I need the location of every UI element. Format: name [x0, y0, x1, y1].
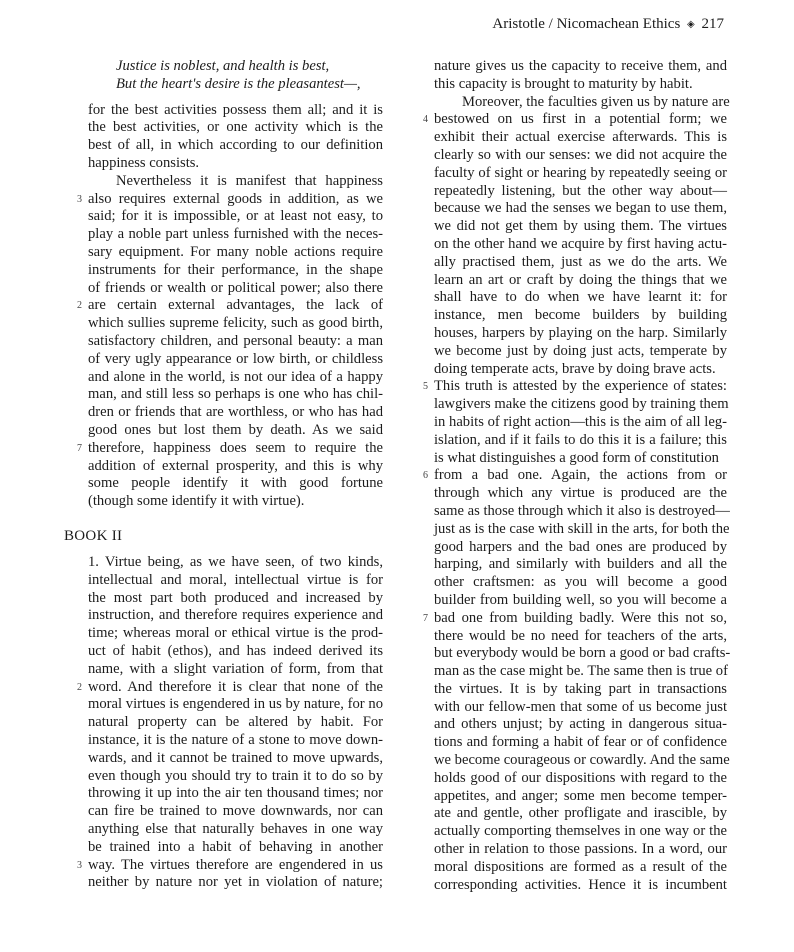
section-marker: 2: [77, 681, 82, 693]
text-line: [434, 716, 727, 734]
line-text: intellectual and moral, intellectual virtue is for: [88, 571, 383, 588]
line-text: neither by nature nor yet in violation of nature;: [88, 874, 383, 891]
line-text: (though some identify it with virtue).: [88, 493, 305, 510]
line-text: is what distinguishes a good form of constitution: [434, 449, 719, 466]
line-text: good harpers and the bad ones are produced by: [434, 538, 727, 555]
text-line: [434, 805, 727, 823]
text-line: [434, 236, 727, 254]
line-text: of very ugly appearance or low birth, or childless: [88, 350, 383, 367]
text-line: [434, 165, 727, 183]
line-text: dren or friends that are worthless, or who has had: [88, 404, 383, 421]
line-text: with our fellow-men that some of us become just: [434, 698, 727, 715]
line-text: harping, and similarly with builders and all the: [434, 556, 727, 573]
text-line: [88, 244, 383, 262]
line-text: the virtues. It is by taking part in transactions: [434, 680, 727, 697]
text-line: [88, 351, 383, 369]
text-line: [88, 768, 383, 786]
section-marker: 3: [77, 193, 82, 205]
text-line: [88, 119, 383, 137]
line-text: from a bad one. Again, the actions from or: [434, 467, 727, 484]
line-text: doing temperate acts, brave by doing brave acts.: [434, 360, 716, 377]
line-text: we become just by doing just acts, temperate by: [434, 342, 727, 359]
line-text: actually comporting themselves in one way or the: [434, 823, 727, 840]
line-text: can fire be trained to move downwards, nor can: [88, 803, 383, 820]
text-line: [434, 520, 730, 539]
line-text: islation, and if it fails to do this it is a failure; this: [434, 431, 727, 448]
text-line: [434, 289, 727, 307]
line-text: and alone in the world, is not our idea of a happy: [88, 368, 383, 385]
line-text: on the other hand we acquire by first having actu-: [434, 235, 727, 252]
text-line: [434, 645, 731, 663]
line-text: because we had the senses we began to use them,: [434, 200, 727, 217]
text-line: [88, 315, 383, 333]
text-line: [88, 874, 383, 892]
text-line: [434, 877, 727, 895]
text-line: [434, 129, 727, 147]
text-line: [434, 628, 727, 646]
text-line: [88, 732, 383, 750]
text-line: [434, 325, 727, 343]
text-line: [423, 467, 727, 485]
line-text: addition of external prosperity, and this is why: [88, 457, 383, 474]
line-text: best of all, in which according to our definition: [88, 137, 383, 154]
section-marker: 3: [77, 859, 82, 871]
line-text: name, with a slight variation of form, from that: [88, 660, 383, 677]
line-text: moral dispositions are formed as a result of the: [434, 858, 727, 875]
text-line: [434, 218, 727, 236]
line-text: man as the case might be. The same then is true of: [434, 663, 728, 680]
line-text: there would be no need for teachers of the arts,: [434, 627, 727, 644]
line-text: This truth is attested by the experience of states:: [434, 378, 727, 395]
section-marker: 7: [77, 442, 82, 454]
line-text: sary equipment. For many noble actions require: [88, 243, 383, 260]
text-line: [77, 190, 383, 209]
line-text: even though you should try to train it to do so by: [88, 767, 383, 784]
line-text: in habits of right action—this is the aim of all leg-: [434, 413, 727, 430]
text-line: [88, 208, 383, 226]
text-line: [434, 485, 727, 503]
header-work-title: Nicomachean Ethics: [556, 16, 681, 32]
line-text: corresponding activities. Hence it is incumbent: [434, 876, 727, 893]
line-text: houses, harpers by playing on the harp. Similarly: [434, 324, 727, 341]
line-text: ally practised them, just as we do the arts. We: [434, 253, 727, 270]
text-line: [434, 859, 727, 877]
line-text: bad one from building badly. Were this not so,: [434, 609, 727, 626]
section-marker: 2: [77, 300, 82, 312]
text-line: [434, 502, 730, 521]
text-line: [423, 378, 727, 396]
line-text: bestowed on us first in a potential form; we: [434, 111, 727, 128]
line-text: the most part both produced and increased by: [88, 589, 383, 606]
text-line: [434, 414, 727, 432]
line-text: same as those through which it also is destroyed—: [434, 502, 730, 519]
text-line: [434, 183, 727, 201]
line-text: this capacity is brought to maturity by habit.: [434, 75, 693, 92]
verse-line: Justice is noblest, and health is best,: [116, 58, 330, 74]
text-line: [88, 590, 383, 608]
text-line: [88, 643, 383, 661]
line-text: which sullies supreme felicity, such as good birth,: [88, 315, 383, 332]
text-line: [88, 262, 383, 280]
running-header: [492, 16, 724, 33]
text-line: [88, 493, 383, 511]
text-line: [434, 770, 727, 788]
line-text: lawgivers make the citizens good by training them: [434, 396, 729, 413]
text-line: [434, 396, 727, 414]
line-text: ate and gentle, other profligate and irascible, by: [434, 805, 727, 822]
line-text: through which any virtue is produced are the: [434, 485, 727, 502]
line-text: instruments for their performance, in the shape: [88, 261, 383, 278]
line-text: said; for it is impossible, or at least not easy, to: [88, 208, 383, 225]
text-line: [434, 823, 727, 841]
line-text: therefore, happiness does seem to require the: [88, 439, 383, 456]
line-text: tions and forming a habit of fear or of confidence: [434, 734, 727, 751]
text-line: [423, 609, 727, 628]
line-text: natural property can be altered by habit. For: [88, 714, 383, 731]
text-line: [423, 111, 727, 129]
text-line: [88, 386, 383, 404]
text-line: [88, 696, 383, 714]
line-text: instruction, and therefore requires experience and: [88, 607, 383, 624]
verse-line: But the heart's desire is the pleasantest—,: [116, 75, 361, 92]
text-line: [434, 343, 727, 361]
line-text: instance, it is the nature of a stone to move down-: [88, 731, 383, 748]
line-text: anything else that naturally behaves in one way: [88, 820, 383, 837]
text-line: [434, 699, 727, 717]
line-text: good ones but lost them by death. As we said: [88, 421, 383, 438]
text-line: [88, 625, 383, 643]
text-line: [434, 361, 727, 379]
right-column: [423, 58, 731, 894]
text-line: [434, 663, 727, 681]
section-marker: 7: [423, 612, 428, 624]
line-text: builder from building well, so you will become a: [434, 591, 727, 608]
text-line: [434, 272, 727, 290]
page-number: 217: [701, 16, 724, 32]
text-line: [434, 254, 727, 272]
text-line: [434, 147, 727, 165]
text-line: [434, 58, 727, 76]
text-line: [88, 714, 383, 732]
text-line: [434, 752, 730, 770]
line-text: nature gives us the capacity to receive them, and: [434, 58, 727, 74]
text-line: [88, 173, 383, 191]
text-line: [434, 574, 727, 592]
line-text: exhibit their actual exercise afterwards. This is: [434, 129, 727, 146]
text-line: [88, 137, 383, 155]
text-line: [434, 556, 727, 574]
text-line: [434, 788, 727, 806]
line-text: be trained into a habit of behaving in another: [88, 838, 383, 855]
text-line: [434, 307, 727, 325]
text-line: [88, 369, 383, 387]
text-line: [434, 450, 727, 468]
text-line: [88, 803, 383, 821]
line-text: other craftsmen: as you will become a good: [434, 574, 727, 591]
text-line: [77, 297, 383, 315]
header-author: Aristotle: [492, 16, 545, 32]
text-line: [88, 280, 383, 298]
line-text: instance, men become builders by building: [434, 307, 727, 324]
line-text: word. And therefore it is clear that none of the: [88, 678, 383, 695]
line-text: uct of habit (ethos), and has indeed derived its: [88, 642, 383, 659]
ornament-icon: ◈: [687, 19, 695, 30]
line-text: play a noble part unless furnished with the neces-: [88, 226, 383, 243]
section-marker: 6: [423, 470, 428, 482]
text-line: [434, 432, 727, 450]
text-line: [88, 155, 383, 173]
line-text: for the best activities possess them all; and it is: [88, 101, 383, 118]
line-text: Nevertheless it is manifest that happiness: [116, 172, 383, 189]
text-line: [88, 785, 383, 803]
text-line: [434, 592, 727, 610]
text-line: [88, 102, 383, 120]
line-text: 1. Virtue being, as we have seen, of two kinds,: [88, 554, 383, 570]
text-line: [88, 661, 383, 679]
line-text: wards, and it cannot be trained to move upwards,: [88, 749, 383, 766]
text-line: [88, 458, 383, 476]
book-heading: BOOK II: [64, 528, 123, 544]
line-text: happiness consists.: [88, 154, 200, 171]
line-text: moral virtues is engendered in us by nature, for no: [88, 696, 383, 713]
line-text: the best activities, or one activity which is the: [88, 119, 383, 136]
header-separator: /: [548, 16, 553, 32]
line-text: time; whereas moral or ethical virtue is the prod-: [88, 625, 383, 642]
line-text: way. The virtues therefore are engendered in us: [88, 856, 383, 873]
line-text: holds good of our dispositions with regard to the: [434, 769, 727, 786]
line-text: just as is the case with skill in the arts, for both the: [434, 520, 730, 537]
line-text: faculty of sight or hearing by repeatedly seeing or: [434, 164, 727, 181]
line-text: repeatedly listening, but the other way about—: [434, 182, 727, 199]
line-text: we become courageous or cowardly. And the same: [434, 752, 730, 769]
line-text: some people identify it with good fortune: [88, 475, 383, 492]
line-text: clearly so with our senses: we did not acquire the: [434, 146, 727, 163]
spacer: [88, 94, 383, 102]
text-line: [434, 734, 727, 752]
line-text: other in relation to those passions. In a word, our: [434, 841, 727, 858]
text-line: [434, 93, 730, 112]
line-text: are certain external advantages, the lack of: [88, 297, 383, 314]
text-line: [77, 678, 383, 697]
line-text: we did not get them by using them. The virtues: [434, 218, 727, 235]
text-line: [88, 554, 383, 572]
text-line: [88, 607, 383, 625]
book-two-text: [77, 554, 383, 892]
line-text: and others unjust; by acting in dangerous situa-: [434, 716, 727, 733]
line-text: satisfactory children, and personal beauty: a man: [88, 332, 383, 349]
line-text: but everybody would be born a good or bad crafts-: [434, 645, 731, 662]
line-text: throwing it up into the air ten thousand times; nor: [88, 785, 383, 802]
line-text: Moreover, the faculties given us by nature are: [462, 93, 730, 110]
line-text: also requires external goods in addition, as we: [88, 190, 383, 207]
text-line: [88, 226, 383, 244]
text-line: [88, 572, 383, 590]
line-text: learn an art or craft by doing the things that we: [434, 271, 727, 288]
text-line: [434, 841, 727, 859]
text-line: [88, 404, 383, 422]
text-line: [434, 200, 727, 218]
section-marker: 4: [423, 114, 428, 126]
line-text: shall have to do when we have learnt it: for: [434, 289, 727, 306]
text-line: [88, 475, 383, 493]
line-text: appetites, and anger; some men become temper-: [434, 787, 727, 804]
text-line: [434, 681, 727, 699]
text-line: [88, 750, 383, 768]
text-line: [88, 839, 383, 857]
text-line: [77, 856, 383, 875]
text-line: [88, 333, 383, 351]
text-line: [88, 821, 383, 839]
line-text: of friends or wealth or political power; also there: [88, 279, 383, 296]
text-line: [434, 539, 727, 557]
section-marker: 5: [423, 381, 428, 393]
line-text: man, and still less so perhaps is one who has chil-: [88, 386, 383, 403]
text-line: [88, 422, 383, 440]
text-line: [77, 439, 383, 458]
text-line: [434, 76, 727, 94]
